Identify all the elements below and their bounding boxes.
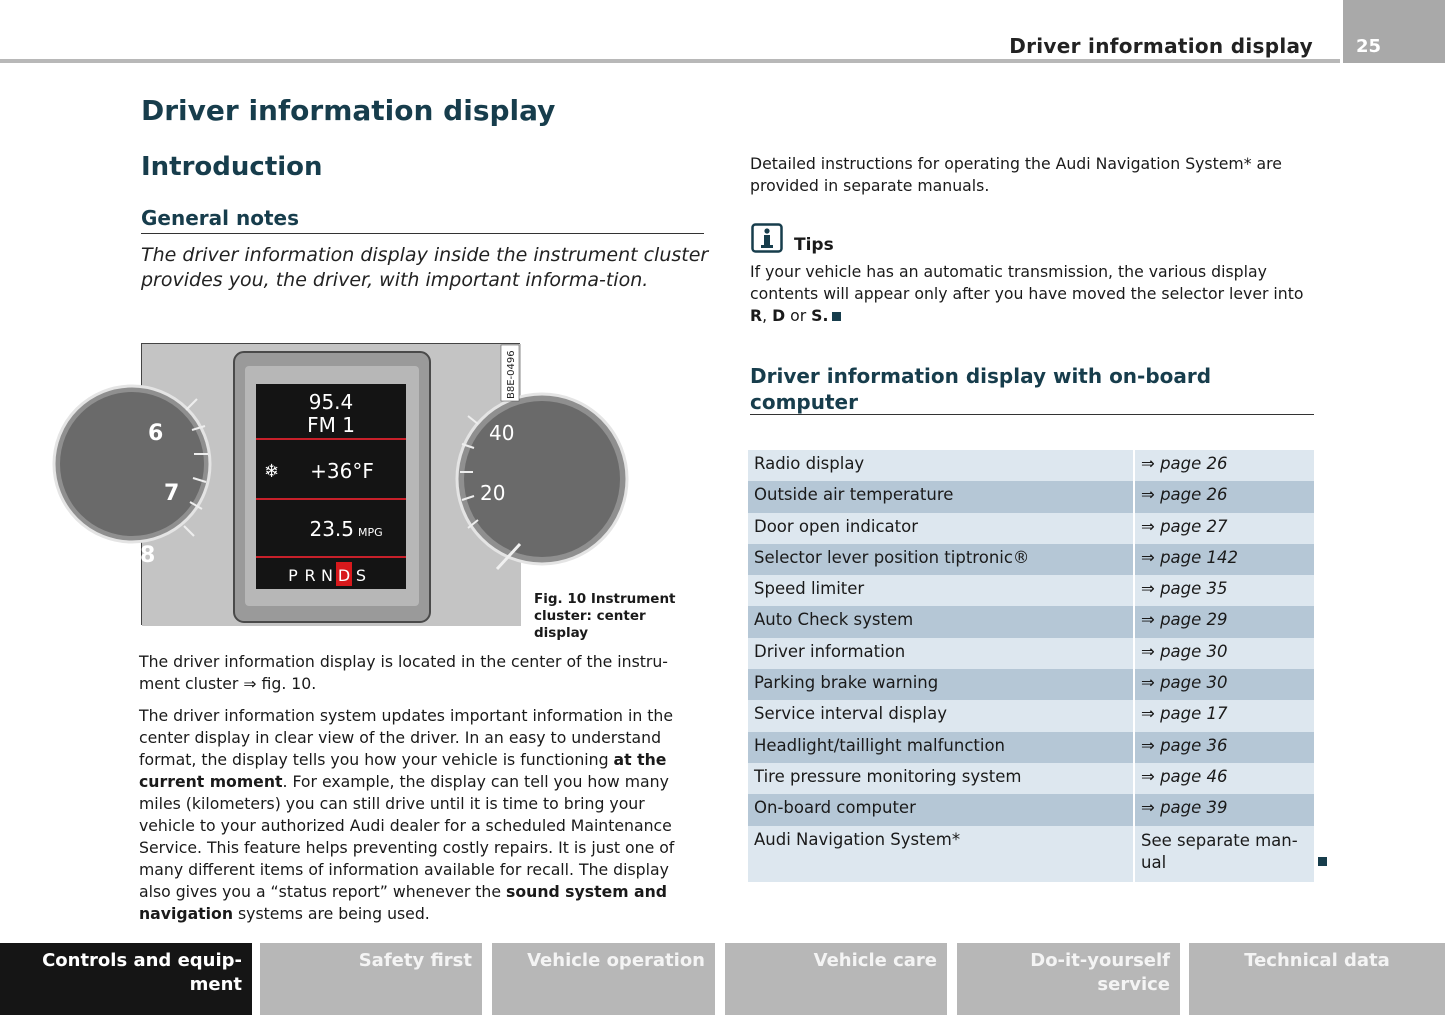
- running-header-title: Driver information display: [1009, 34, 1313, 58]
- page-reference-link[interactable]: ⇒ page 142: [1135, 544, 1314, 575]
- gear-letter: D: [337, 566, 351, 585]
- instrument-cluster-illustration: [142, 344, 521, 626]
- subsection-rule: [141, 233, 704, 234]
- table-item-name: Auto Check system: [748, 606, 1133, 637]
- subsection-title: General notes: [141, 206, 299, 230]
- snowflake-icon: ❄: [264, 461, 280, 482]
- table-row: [748, 450, 1314, 481]
- table-row: [748, 826, 1314, 882]
- chapter-tab[interactable]: Safety first: [260, 943, 482, 1015]
- chapter-tab[interactable]: Vehicle care: [725, 943, 947, 1015]
- onboard-computer-heading: Driver information display with on-board computer: [750, 364, 1212, 414]
- heading-rule: [750, 414, 1314, 415]
- info-icon: [751, 223, 783, 253]
- navigation-intro-paragraph: Detailed instructions for operating the Audi Navigation System* are provided in separate manuals.: [750, 154, 1282, 195]
- table-row: [748, 606, 1314, 637]
- gear-letter: P: [288, 566, 298, 585]
- table-row: [748, 700, 1314, 731]
- table-row: [748, 763, 1314, 794]
- header-rule: [0, 59, 1340, 63]
- outside-temperature: +36°F: [310, 459, 374, 483]
- chapter-tab[interactable]: Technical data: [1189, 943, 1445, 1015]
- figure-caption: Fig. 10 Instrument cluster: center display: [534, 591, 676, 641]
- reference-table: [748, 450, 1314, 882]
- left-gauge-mark: 8: [140, 543, 156, 568]
- radio-frequency: 95.4: [308, 390, 354, 414]
- table-row: [748, 544, 1314, 575]
- table-item-name: Radio display: [748, 450, 1133, 481]
- table-item-name: Parking brake warning: [748, 669, 1133, 700]
- table-item-name: Headlight/taillight malfunction: [748, 732, 1133, 763]
- chapter-tab[interactable]: Do-it-yourself service: [957, 943, 1180, 1015]
- left-gauge-mark: 7: [164, 481, 180, 506]
- page-reference-link[interactable]: ⇒ page 39: [1135, 794, 1314, 825]
- gear-letter: R: [304, 566, 316, 585]
- table-row: [748, 794, 1314, 825]
- page-reference-link[interactable]: ⇒ page 46: [1135, 763, 1314, 794]
- table-item-name: Outside air temperature: [748, 481, 1133, 512]
- radio-band: FM 1: [307, 413, 355, 437]
- page-reference-link[interactable]: ⇒ page 29: [1135, 606, 1314, 637]
- section-title: Introduction: [141, 152, 323, 182]
- mpg-value: 23.5: [309, 517, 354, 541]
- table-item-name: Door open indicator: [748, 513, 1133, 544]
- chapter-tab[interactable]: Vehicle operation: [492, 943, 715, 1015]
- table-item-name: Audi Navigation System*: [748, 826, 1133, 882]
- instrument-cluster-figure: [141, 343, 520, 625]
- page-reference-link[interactable]: ⇒ page 26: [1135, 450, 1314, 481]
- page-reference-link[interactable]: ⇒ page 30: [1135, 669, 1314, 700]
- mpg-unit: MPG: [358, 526, 383, 539]
- page-reference-link[interactable]: ⇒ page 35: [1135, 575, 1314, 606]
- table-item-name: Tire pressure monitoring system: [748, 763, 1133, 794]
- page-reference-link[interactable]: ⇒ page 27: [1135, 513, 1314, 544]
- page-reference-link[interactable]: ⇒ page 30: [1135, 638, 1314, 669]
- chapter-title: Driver information display: [141, 94, 556, 127]
- page-number: 25: [1356, 36, 1382, 57]
- gear-letter: S: [355, 566, 367, 585]
- end-of-section-marker: [832, 312, 841, 321]
- table-item-name: Driver information: [748, 638, 1133, 669]
- table-row: [748, 669, 1314, 700]
- table-row: [748, 732, 1314, 763]
- table-item-name: Service interval display: [748, 700, 1133, 731]
- table-row: [748, 638, 1314, 669]
- end-of-section-marker: [1318, 857, 1327, 866]
- table-item-name: Selector lever position tiptronic®: [748, 544, 1133, 575]
- figure-code: [501, 345, 519, 401]
- page-reference-link[interactable]: ⇒ page 17: [1135, 700, 1314, 731]
- table-row: [748, 513, 1314, 544]
- body-paragraph-1: The driver information display is located in the center of the instru-ment cluster ⇒ fig. 10.: [139, 652, 668, 693]
- page-reference-link[interactable]: ⇒ page 26: [1135, 481, 1314, 512]
- chapter-tab[interactable]: Controls and equip-ment: [0, 943, 252, 1015]
- tips-paragraph: If your vehicle has an automatic transmission, the various display contents will appear only after you have moved the selector lever into R, D or S.: [750, 262, 1304, 325]
- lead-paragraph: The driver information display inside the instrument cluster provides you, the driver, with important informa-tion.: [141, 244, 709, 291]
- table-item-name: Speed limiter: [748, 575, 1133, 606]
- page-reference-link[interactable]: ⇒ page 36: [1135, 732, 1314, 763]
- table-item-name: On-board computer: [748, 794, 1133, 825]
- tips-label: Tips: [794, 235, 834, 255]
- gear-letter: N: [321, 566, 333, 585]
- left-gauge-mark: 6: [148, 421, 164, 446]
- body-paragraph-2: The driver information system updates important information in the center display in clear view of the driver. In an easy to understand format, the display tells you how your vehicle is functioning at the current moment. For example, the display can tell you how many miles (kilometers) you can still drive until it is time to bring your vehicle to your authorized Audi dealer for a scheduled Maintenance Service. This feature helps preventing costly repairs. It is just one of many different items of information available for recall. The display also gives you a “status report” whenever the sound system and navigation systems are being used.: [139, 706, 675, 923]
- right-gauge-mark: 20: [480, 481, 506, 505]
- table-row: [748, 575, 1314, 606]
- table-row: [748, 481, 1314, 512]
- page-reference-link: See separate man-ual: [1135, 826, 1314, 882]
- svg-text:B8E-0496: B8E-0496: [506, 350, 517, 399]
- right-gauge-mark: 40: [489, 421, 515, 445]
